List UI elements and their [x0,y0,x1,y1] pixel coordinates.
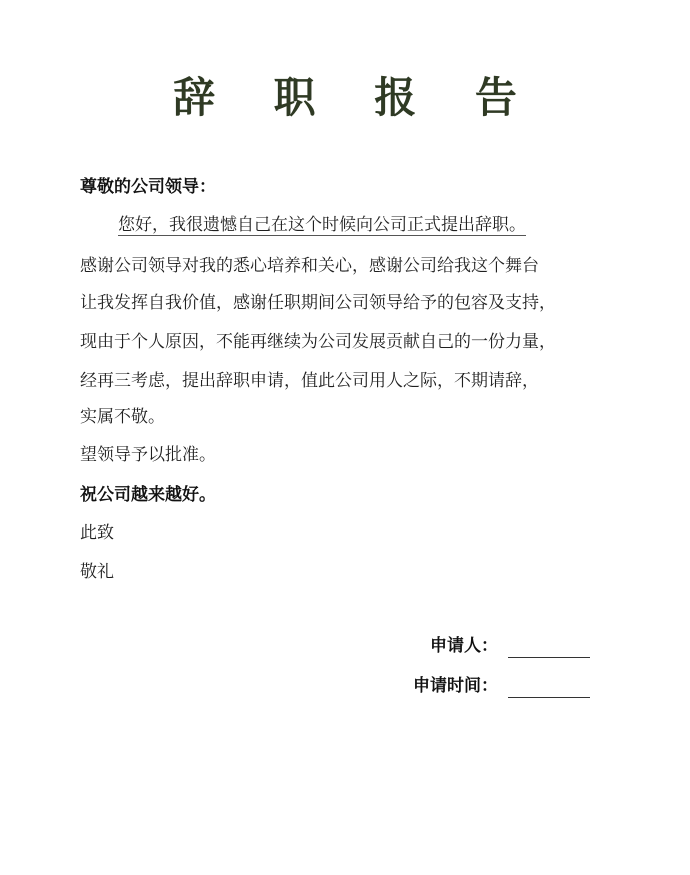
applicant-blank [508,641,590,658]
opening-line: 您好，我很遗憾自己在这个时候向公司正式提出辞职。 [118,215,526,235]
body-line-5: 实属不敬。 [80,407,165,427]
wish-line: 祝公司越来越好。 [80,485,216,505]
date-label: 申请时间： [413,676,498,696]
body-line-2: 让我发挥自我价值，感谢任职期间公司领导给予的包容及支持， [80,293,556,313]
body-line-4: 经再三考虑，提出辞职申请，值此公司用人之际，不期请辞， [80,371,539,391]
closing-jing-li: 敬礼 [80,562,114,582]
date-row [413,674,590,698]
closing-ci-zhi: 此致 [80,523,114,543]
salutation: 尊敬的公司领导： [80,177,216,197]
applicant-row [430,634,590,658]
date-blank [508,681,590,698]
document-title: 辞 职 报 告 [173,73,539,122]
body-line-6: 望领导予以批准。 [80,445,216,465]
applicant-label: 申请人： [430,636,498,656]
body-line-1: 感谢公司领导对我的悉心培养和关心，感谢公司给我这个舞台 [80,256,539,276]
body-line-3: 现由于个人原因，不能再继续为公司发展贡献自己的一份力量， [80,332,556,352]
